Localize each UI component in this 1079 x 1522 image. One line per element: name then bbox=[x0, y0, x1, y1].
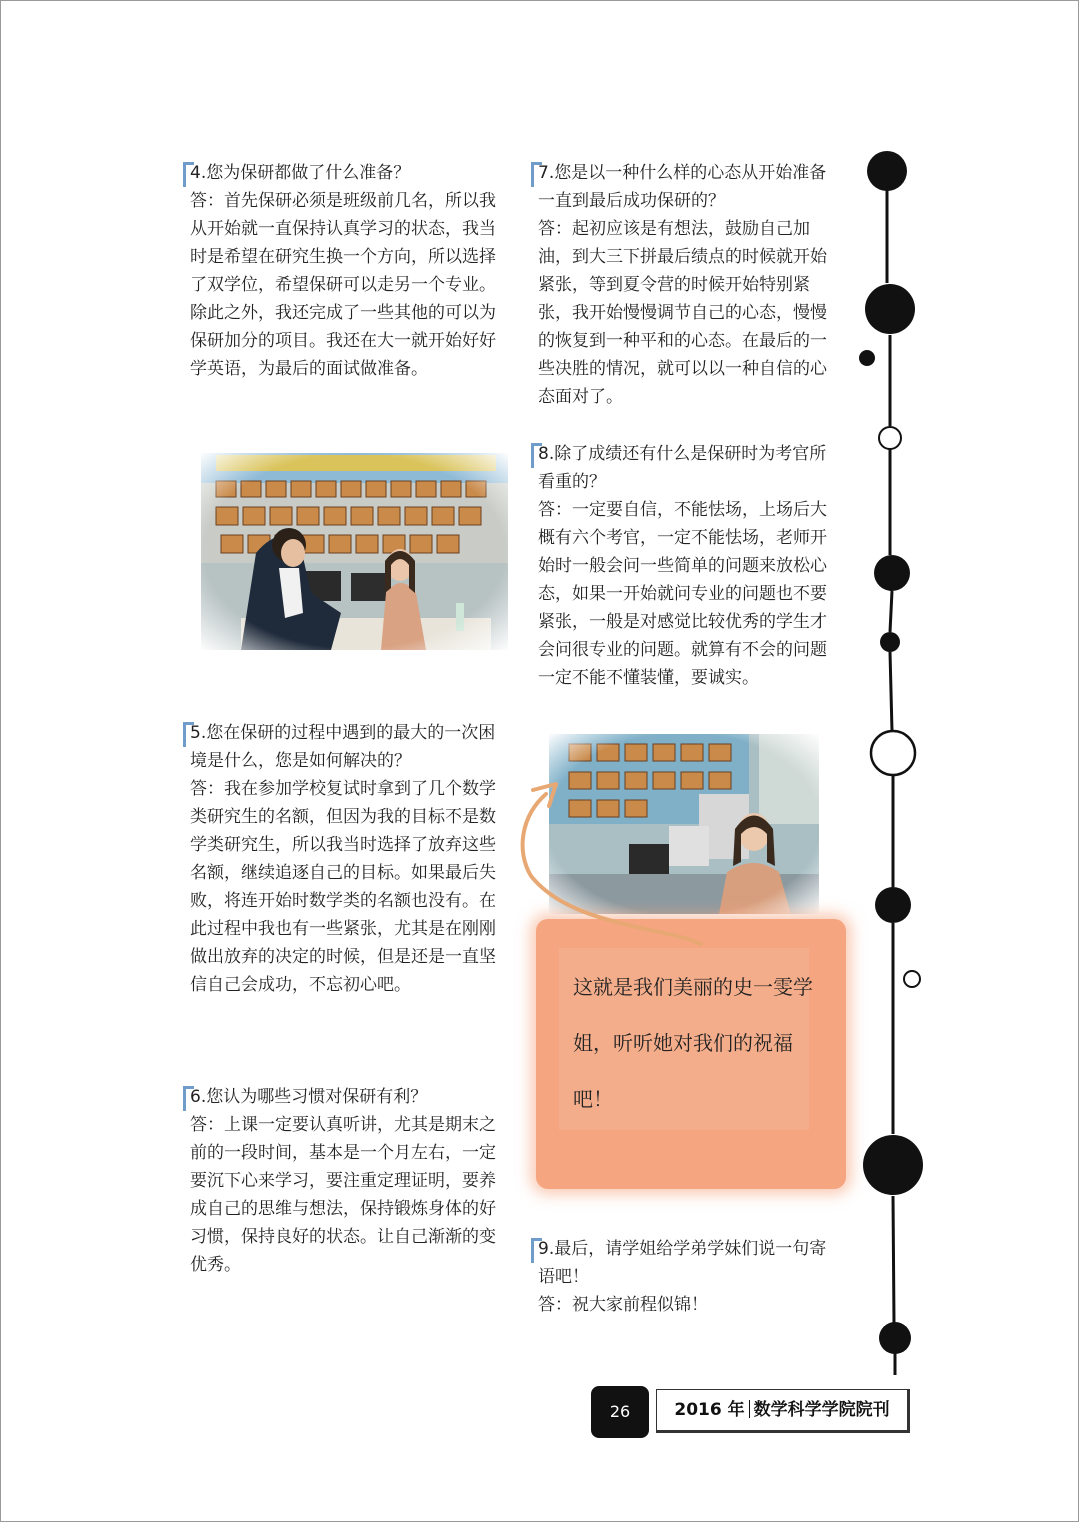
timeline-dot bbox=[865, 284, 915, 334]
timeline-ring bbox=[904, 971, 920, 987]
question-7: 7.您是以一种什么样的心态从开始准备一直到最后成功保研的？ bbox=[538, 159, 838, 215]
answer-5: 答：我在参加学校复试时拿到了几个数学类研究生的名额，但因为我的目标不是数学类研究生，所以我当时选择了放弃这些名额，继续追逐自己的目标。如果最后失败，将连开始时数学类的名额也没有。在此过程中我也有一些紧张，尤其是在刚刚做出放弃的决定的时候，但是还是一直坚信自己会成功，不忘初心吧。 bbox=[190, 779, 496, 995]
page-number: 26 bbox=[591, 1386, 649, 1438]
timeline-ring bbox=[871, 731, 915, 775]
answer-7: 答：起初应该是有想法，鼓励自己加油，到大三下拼最后绩点的时候就开始紧张，等到夏令营的时候开始特别紧张，我开始慢慢调节自己的心态，慢慢的恢复到一种平和的心态。在最后的一些决胜的情况，就可以以一种自信的心态面对了。 bbox=[538, 219, 827, 407]
timeline-dot bbox=[874, 555, 910, 591]
journal-title bbox=[656, 1389, 910, 1433]
timeline-dot bbox=[859, 350, 875, 366]
question-5: 5.您在保研的过程中遇到的最大的一次困境是什么，您是如何解决的？ bbox=[190, 719, 510, 775]
journal-year: 2016 年 bbox=[674, 1400, 745, 1420]
answer-9: 答：祝大家前程似锦！ bbox=[538, 1295, 708, 1315]
journal-name: 数学科学学院院刊 bbox=[753, 1400, 890, 1420]
timeline-dot bbox=[867, 151, 907, 191]
answer-8: 答：一定要自信，不能怯场，上场后大概有六个考官，一定不能怯场，老师开始时一般会问一些简单的问题来放松心态，如果一开始就问专业的问题也不要紧张，一般是对感觉比较优秀的学生才会问很专业的问题。就算有不会的问题一定不能不懂装懂，要诚实。 bbox=[538, 500, 827, 688]
caption-text: 这就是我们美丽的史一雯学姐，听听她对我们的祝福吧！ bbox=[573, 975, 813, 1111]
timeline-ring bbox=[879, 427, 901, 449]
decorative-timeline bbox=[1, 1, 1079, 1522]
title-separator bbox=[749, 1400, 750, 1418]
answer-6: 答：上课一定要认真听讲，尤其是期末之前的一段时间，基本是一个月左右，一定要沉下心来学习，要注重定理证明，要养成自己的思维与想法，保持锻炼身体的好习惯，保持良好的状态。让自己渐渐的变优秀。 bbox=[190, 1115, 496, 1275]
answer-4: 答：首先保研必须是班级前几名，所以我从开始就一直保持认真学习的状态，我当时是希望在研究生换一个方向，所以选择了双学位，希望保研可以走另一个专业。除此之外，我还完成了一些其他的可以为保研加分的项目。我还在大一就开始好好学英语，为最后的面试做准备。 bbox=[190, 191, 496, 379]
question-6: 6.您认为哪些习惯对保研有利？ bbox=[190, 1083, 510, 1111]
timeline-dot bbox=[875, 887, 911, 923]
timeline-dot bbox=[880, 632, 900, 652]
question-9: 9.最后，请学姐给学弟学妹们说一句寄语吧！ bbox=[538, 1235, 838, 1291]
timeline-dot bbox=[863, 1135, 923, 1195]
question-4: 4.您为保研都做了什么准备？ bbox=[190, 159, 510, 187]
question-8: 8.除了成绩还有什么是保研时为考官所看重的？ bbox=[538, 440, 838, 496]
timeline-dot bbox=[879, 1322, 911, 1354]
